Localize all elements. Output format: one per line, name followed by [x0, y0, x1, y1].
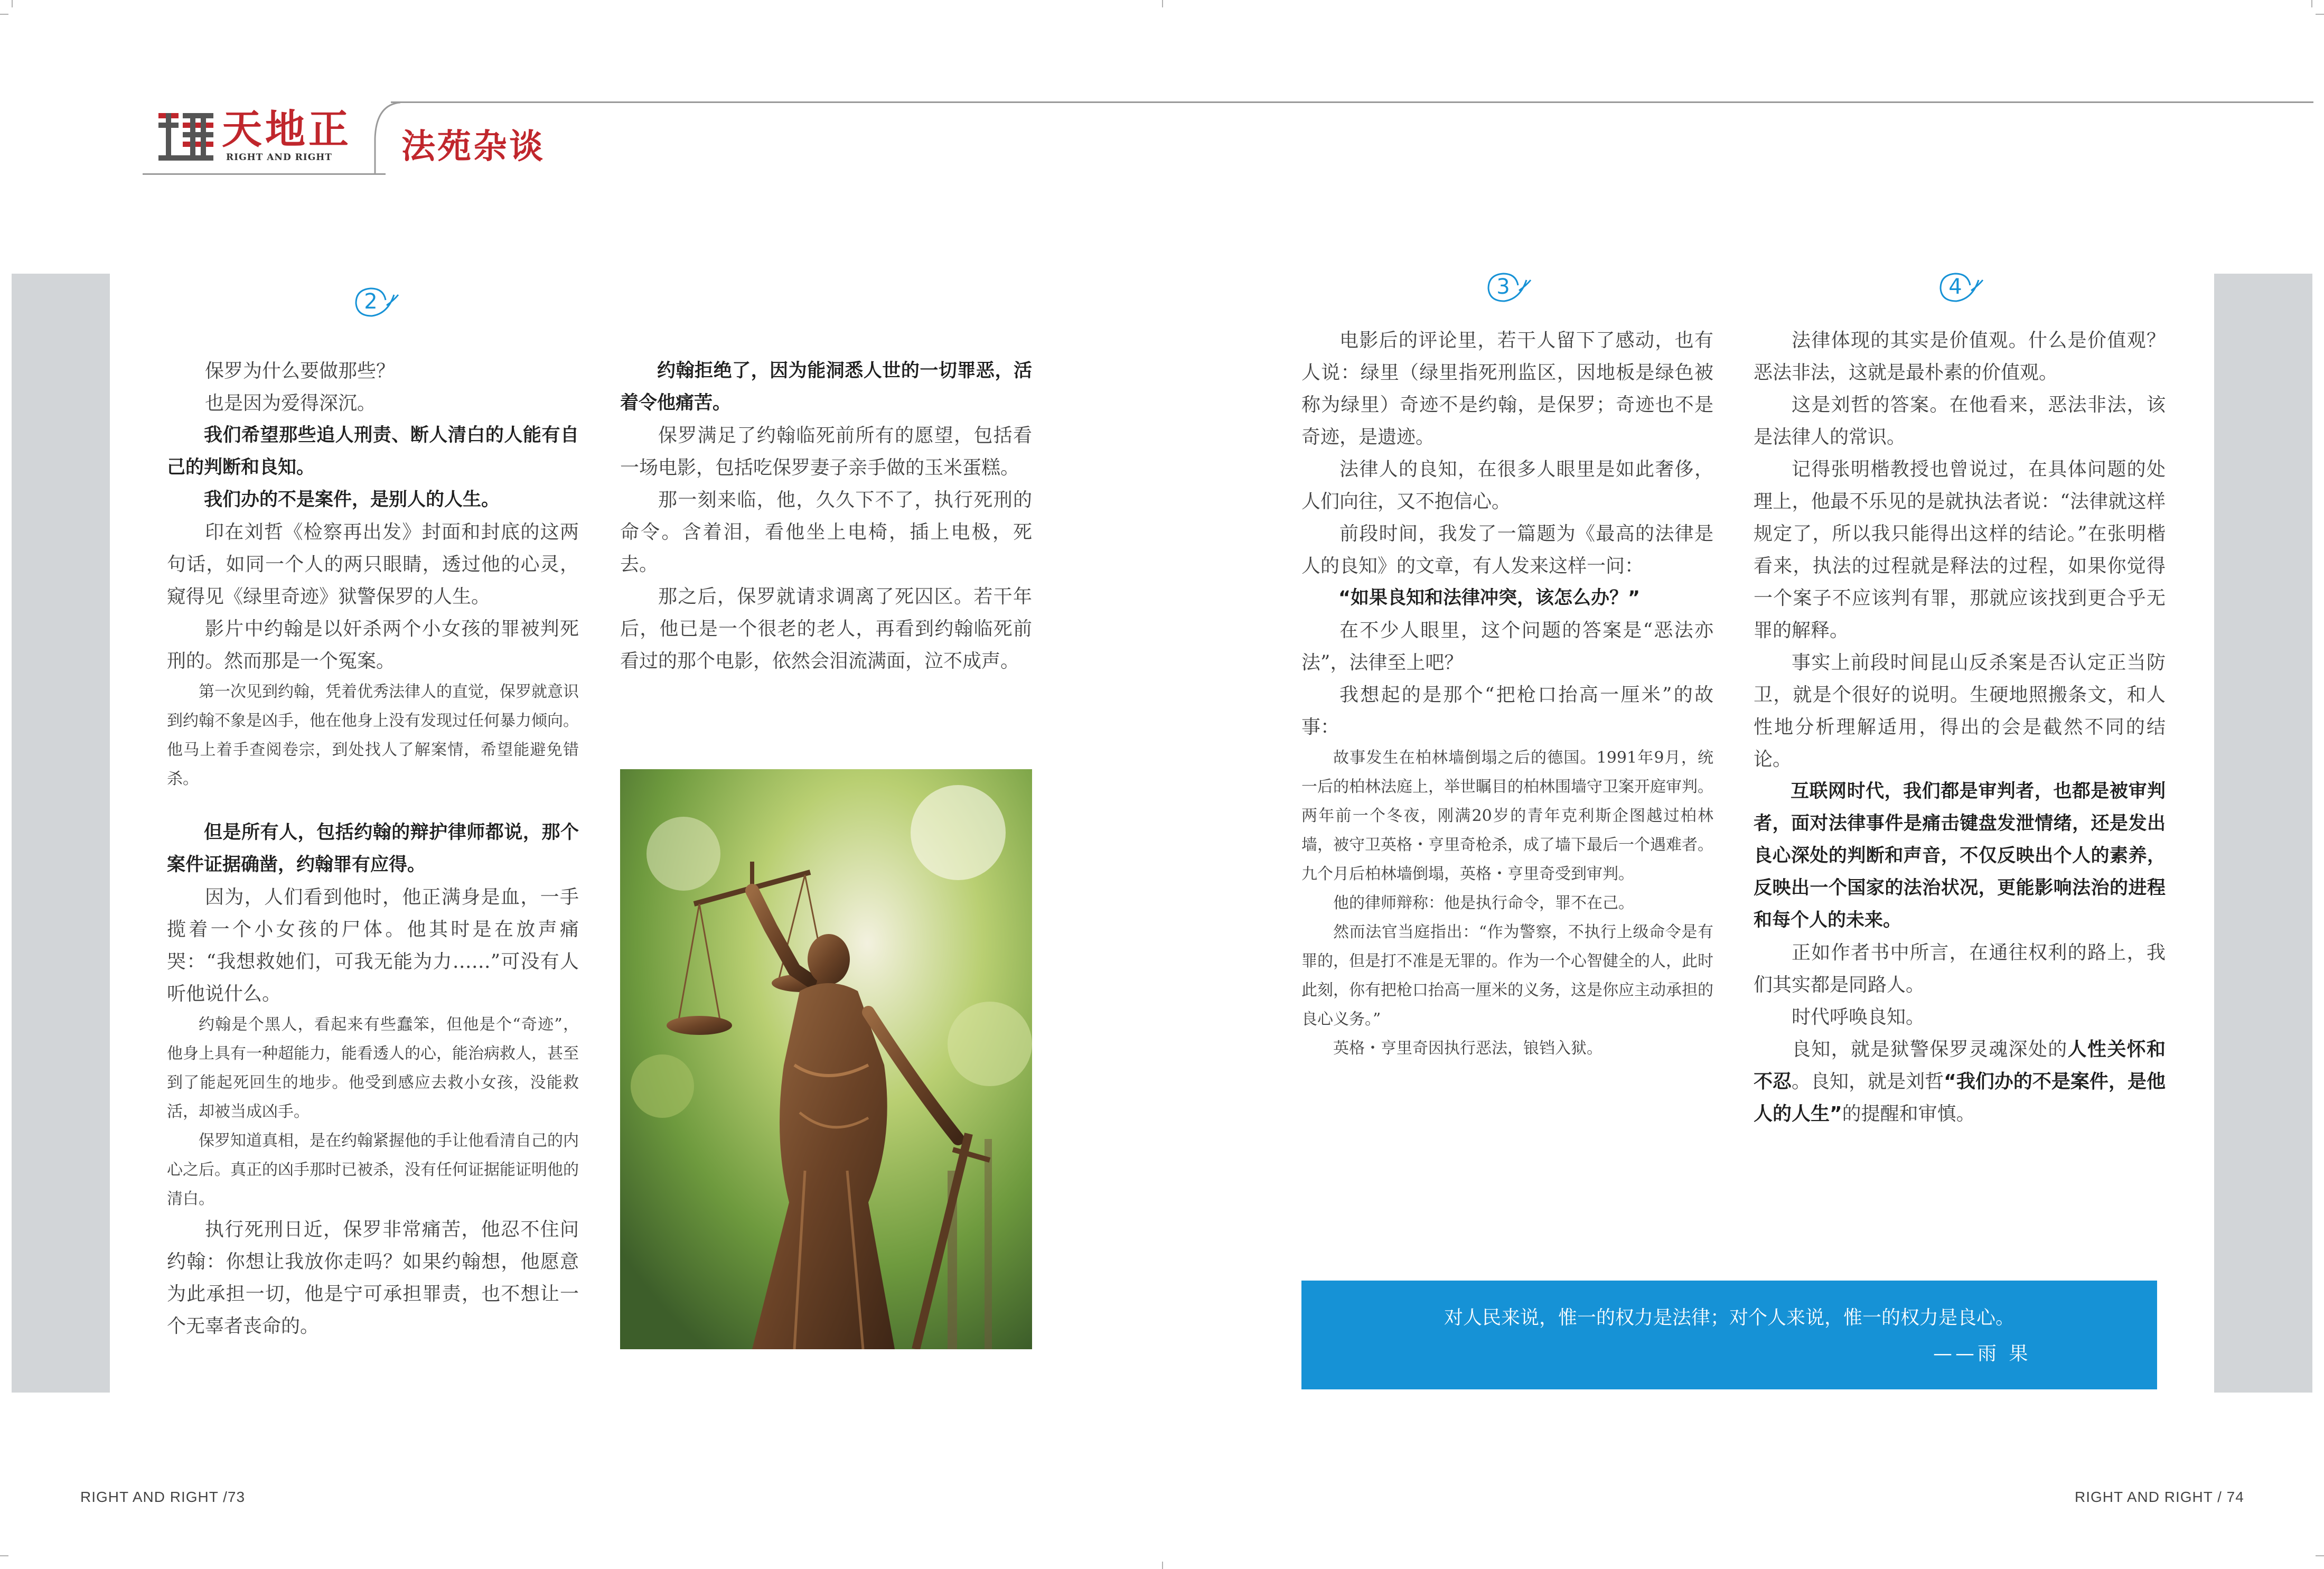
crop-mark [12, 0, 13, 7]
paragraph: 这是刘哲的答案。在他看来，恶法非法，该是法律人的常识。 [1754, 394, 2166, 448]
circled-number-icon [1485, 269, 1533, 306]
header-rule [391, 101, 2313, 103]
justice-statue-photo [620, 769, 1032, 1349]
paragraph: 保罗为什么要做那些？ [205, 360, 396, 382]
article-column-1 [167, 355, 579, 1342]
paragraph: 保罗知道真相，是在约翰紧握他的手让他看清自己的内心之后。真正的凶手那时已被杀，没有任何证据能证明他的清白。 [167, 1132, 579, 1208]
crop-mark [1162, 0, 1163, 7]
article-column-3 [1301, 324, 1713, 1063]
highlight-paragraph: 我们希望那些追人刑责、断人清白的人能有自己的判断和良知。 [167, 425, 579, 478]
section-title: 法苑杂谈 [401, 127, 545, 166]
crop-mark [2316, 1555, 2324, 1556]
paragraph: 英格・亨里奇因执行恶法，锒铛入狱。 [1333, 1039, 1603, 1058]
paragraph: 那一刻来临，他，久久下不了，执行死刑的命令。含着泪，看他坐上电椅，插上电极，死去。 [620, 489, 1032, 575]
quote-text: 对人民来说，惟一的权力是法律；对个人来说，惟一的权力是良心。 [1444, 1307, 2014, 1329]
right-sidebar-band [2214, 274, 2312, 1393]
paragraph: 电影后的评论里，若干人留下了感动，也有人说：绿里（绿里指死刑监区，因地板是绿色被称为绿里）奇迹不是约翰，是保罗；奇迹也不是奇迹，是遗迹。 [1301, 330, 1713, 448]
text-run: 良知，就是狱警保罗灵魂深处的 [1792, 1039, 2068, 1060]
header-underline [143, 173, 386, 175]
logo-wordmark: 天地正 [222, 106, 352, 153]
section-marker-2 [353, 284, 400, 321]
header-divider [370, 101, 401, 173]
paragraph: 因为，人们看到他时，他正满身是血，一手揽着一个小女孩的尸体。他其时是在放声痛哭：“我想救她们，可我无能为力……”可没有人听他说什么。 [167, 886, 579, 1005]
text-run: 的提醒和审慎。 [1842, 1103, 1975, 1125]
circled-number-icon [1937, 269, 1985, 306]
logo-mark-icon [158, 109, 213, 164]
crop-mark [2311, 0, 2312, 7]
quote-author: ——雨 果 [1933, 1343, 2031, 1365]
closing-paragraph [1754, 1033, 2166, 1130]
paragraph: 时代呼唤良知。 [1792, 1006, 1925, 1028]
emphasis-run: 人性关怀和不忍 [1754, 1039, 2166, 1092]
paragraph: 执行死刑日近，保罗非常痛苦，他忍不住问约翰：你想让我放你走吗？如果约翰想，他愿意为此承担一切，他是宁可承担罪责，也不想让一个无辜者丧命的。 [167, 1219, 579, 1337]
folio-left: RIGHT AND RIGHT /73 [80, 1489, 246, 1505]
text-run: 。良知，就是刘哲 [1792, 1071, 1944, 1092]
section-marker-4 [1937, 269, 1985, 306]
highlight-paragraph: “如果良知和法律冲突，该怎么办？” [1338, 587, 1641, 609]
crop-mark [2316, 14, 2324, 15]
paragraph: 法律人的良知，在很多人眼里是如此奢侈，人们向往，又不抱信心。 [1301, 459, 1713, 512]
paragraph: 在不少人眼里，这个问题的答案是“恶法亦法”，法律至上吧？ [1301, 620, 1713, 674]
folio-right: RIGHT AND RIGHT / 74 [2075, 1489, 2244, 1505]
article-column-2 [620, 355, 1032, 677]
highlight-paragraph: 但是所有人，包括约翰的辩护律师都说，那个案件证据确凿，约翰罪有应得。 [167, 822, 579, 875]
paragraph: 我想起的是那个“把枪口抬高一厘米”的故事： [1301, 684, 1713, 738]
paragraph: 印在刘哲《检察再出发》封面和封底的这两句话，如同一个人的两只眼睛，透过他的心灵，窥得见《绿里奇迹》狱警保罗的人生。 [167, 521, 579, 608]
paragraph: 前段时间，我发了一篇题为《最高的法律是人的良知》的文章，有人发来这样一问： [1301, 523, 1713, 577]
paragraph: 法律体现的其实是价值观。什么是价值观？恶法非法，这就是最朴素的价值观。 [1754, 330, 2166, 384]
svg-text:4: 4 [1948, 275, 1962, 299]
crop-mark [1162, 1562, 1163, 1569]
emphasis-run: “我们办的不是案件，是他人的人生” [1754, 1071, 2166, 1125]
paragraph: 故事发生在柏林墙倒塌之后的德国。1991年9月，统一后的柏林法庭上，举世瞩目的柏林围墙守卫案开庭审判。两年前一个冬夜，刚满20岁的青年克利斯企图越过柏林墙，被守卫英格・亨里奇枪杀，成了墙下最后一个遇难者。九个月后柏林墙倒塌，英格・亨里奇受到审判。 [1301, 749, 1713, 883]
paragraph: 影片中约翰是以奸杀两个小女孩的罪被判死刑的。然而那是一个冤案。 [167, 618, 579, 672]
left-sidebar-band [12, 274, 110, 1393]
logo-tagline: RIGHT AND RIGHT [226, 152, 332, 163]
paragraph: 事实上前段时间昆山反杀案是否认定正当防卫，就是个很好的说明。生硬地照搬条文，和人性地分析理解适用，得出的会是截然不同的结论。 [1754, 652, 2166, 770]
paragraph: 然而法官当庭指出：“作为警察，不执行上级命令是有罪的，但是打不准是无罪的。作为一个心智健全的人，此时此刻，你有把枪口抬高一厘米的义务，这是你应主动承担的良心义务。” [1301, 923, 1713, 1029]
circled-number-icon [353, 284, 400, 321]
svg-text:3: 3 [1496, 275, 1510, 299]
highlight-paragraph: 约翰拒绝了，因为能洞悉人世的一切罪恶，活着令他痛苦。 [620, 360, 1032, 414]
paragraph: 记得张明楷教授也曾说过，在具体问题的处理上，他最不乐见的是就执法者说：“法律就这样规定了，所以我只能得出这样的结论。”在张明楷看来，执法的过程就是释法的过程，如果你觉得一个案子不应该判有罪，那就应该找到更合乎无罪的解释。 [1754, 459, 2166, 641]
svg-text:2: 2 [364, 289, 378, 314]
quote-box [1301, 1281, 2157, 1389]
highlight-paragraph: 互联网时代，我们都是审判者，也都是被审判者，面对法律事件是痛击键盘发泄情绪，还是发出良心深处的判断和声音，不仅反映出个人的素养，反映出一个国家的法治状况，更能影响法治的进程和每个人的未来。 [1754, 781, 2166, 931]
paragraph: 第一次见到约翰，凭着优秀法律人的直觉，保罗就意识到约翰不象是凶手，他在他身上没有发现过任何暴力倾向。他马上着手查阅卷宗，到处找人了解案情，希望能避免错杀。 [167, 683, 579, 788]
crop-mark [0, 14, 8, 15]
paragraph: 他的律师辩称：他是执行命令，罪不在己。 [1333, 894, 1634, 912]
highlight-paragraph: 我们办的不是案件，是别人的人生。 [204, 489, 500, 510]
paragraph: 也是因为爱得深沉。 [205, 393, 377, 414]
paragraph: 那之后，保罗就请求调离了死囚区。若干年后，他已是一个很老的老人，再看到约翰临死前看过的那个电影，依然会泪流满面，泣不成声。 [620, 586, 1032, 672]
article-column-4 [1754, 324, 2166, 1130]
crop-mark [0, 1555, 8, 1556]
paragraph: 约翰是个黑人，看起来有些蠢笨，但他是个“奇迹”，他身上具有一种超能力，能看透人的心，能治病救人，甚至到了能起死回生的地步。他受到感应去救小女孩，没能救活，却被当成凶手。 [167, 1015, 579, 1121]
paragraph: 正如作者书中所言，在通往权利的路上，我们其实都是同路人。 [1754, 942, 2166, 996]
paragraph: 保罗满足了约翰临死前所有的愿望，包括看一场电影，包括吃保罗妻子亲手做的玉米蛋糕。 [620, 425, 1032, 479]
section-marker-3 [1485, 269, 1533, 306]
